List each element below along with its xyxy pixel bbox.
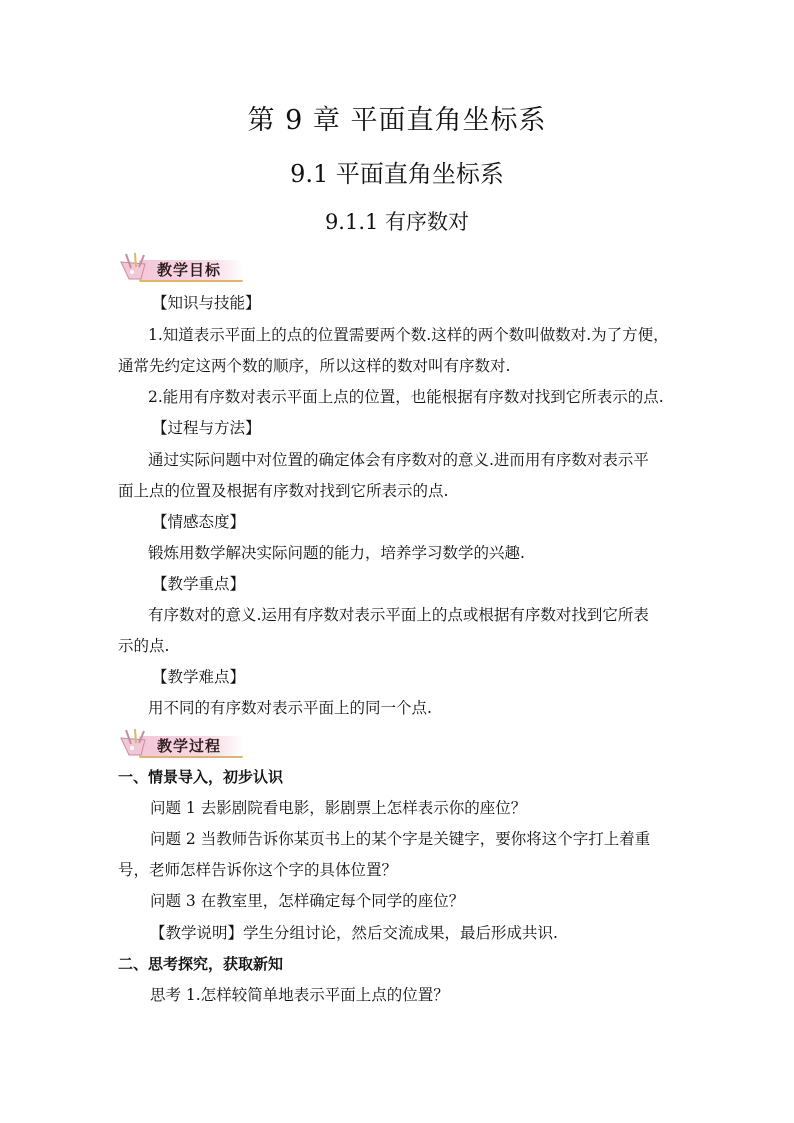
key-text: 有序数对的意义.运用有序数对表示平面上的点或根据有序数对找到它所表 bbox=[148, 606, 649, 624]
knowledge-item-2: 2.能用有序数对表示平面上点的位置，也能根据有序数对找到它所表示的点. bbox=[148, 388, 664, 406]
part1-heading: 一、情景导入，初步认识 bbox=[118, 768, 284, 786]
method-text-cont: 面上点的位置及根据有序数对找到它所表示的点. bbox=[118, 482, 449, 500]
key-heading: 【教学重点】 bbox=[152, 575, 246, 593]
pencil-cup-icon bbox=[117, 252, 157, 282]
part2-heading: 二、思考探究，获取新知 bbox=[118, 955, 284, 973]
knowledge-item-1-cont: 通常先约定这两个数的顺序，所以这样的数对叫有序数对. bbox=[118, 357, 511, 375]
emotion-heading: 【情感态度】 bbox=[152, 513, 246, 531]
difficult-heading: 【教学难点】 bbox=[152, 668, 246, 686]
think-question: 思考 1.怎样较简单地表示平面上点的位置？ bbox=[150, 986, 449, 1004]
question-2-cont: 号，老师怎样告诉你这个字的具体位置？ bbox=[118, 861, 398, 879]
key-text-cont: 示的点. bbox=[118, 637, 170, 655]
teaching-note-label: 【教学说明】 bbox=[150, 924, 244, 942]
teaching-note bbox=[150, 923, 558, 943]
question-1: 问题 1 去影剧院看电影，影剧票上怎样表示你的座位？ bbox=[150, 799, 527, 817]
method-heading: 【过程与方法】 bbox=[152, 419, 261, 437]
method-text: 通过实际问题中对位置的确定体会有序数对的意义.进而用有序数对表示平 bbox=[148, 451, 649, 469]
knowledge-item-1: 1.知道表示平面上的点的位置需要两个数.这样的两个数叫做数对.为了方便， bbox=[148, 326, 669, 344]
pencil-cup-icon bbox=[117, 728, 157, 758]
subsection-title: 9.1.1 有序数对 bbox=[324, 210, 470, 234]
difficult-text: 用不同的有序数对表示平面上的同一个点. bbox=[148, 699, 432, 717]
chapter-title: 第 9 章 平面直角坐标系 bbox=[247, 105, 547, 136]
teaching-note-text: 学生分组讨论，然后交流成果，最后形成共识. bbox=[243, 924, 558, 942]
knowledge-heading: 【知识与技能】 bbox=[152, 294, 261, 312]
section-title: 9.1 平面直角坐标系 bbox=[290, 160, 504, 188]
process-banner bbox=[117, 728, 245, 758]
question-3: 问题 3 在教室里，怎样确定每个同学的座位？ bbox=[150, 892, 465, 910]
banner-label: 教学过程 bbox=[157, 737, 222, 755]
question-2: 问题 2 当教师告诉你某页书上的某个字是关键字，要你将这个字打上着重 bbox=[150, 830, 651, 848]
goals-banner bbox=[117, 252, 245, 282]
banner-label: 教学目标 bbox=[157, 261, 222, 279]
emotion-text: 锻炼用数学解决实际问题的能力，培养学习数学的兴趣. bbox=[148, 544, 525, 562]
